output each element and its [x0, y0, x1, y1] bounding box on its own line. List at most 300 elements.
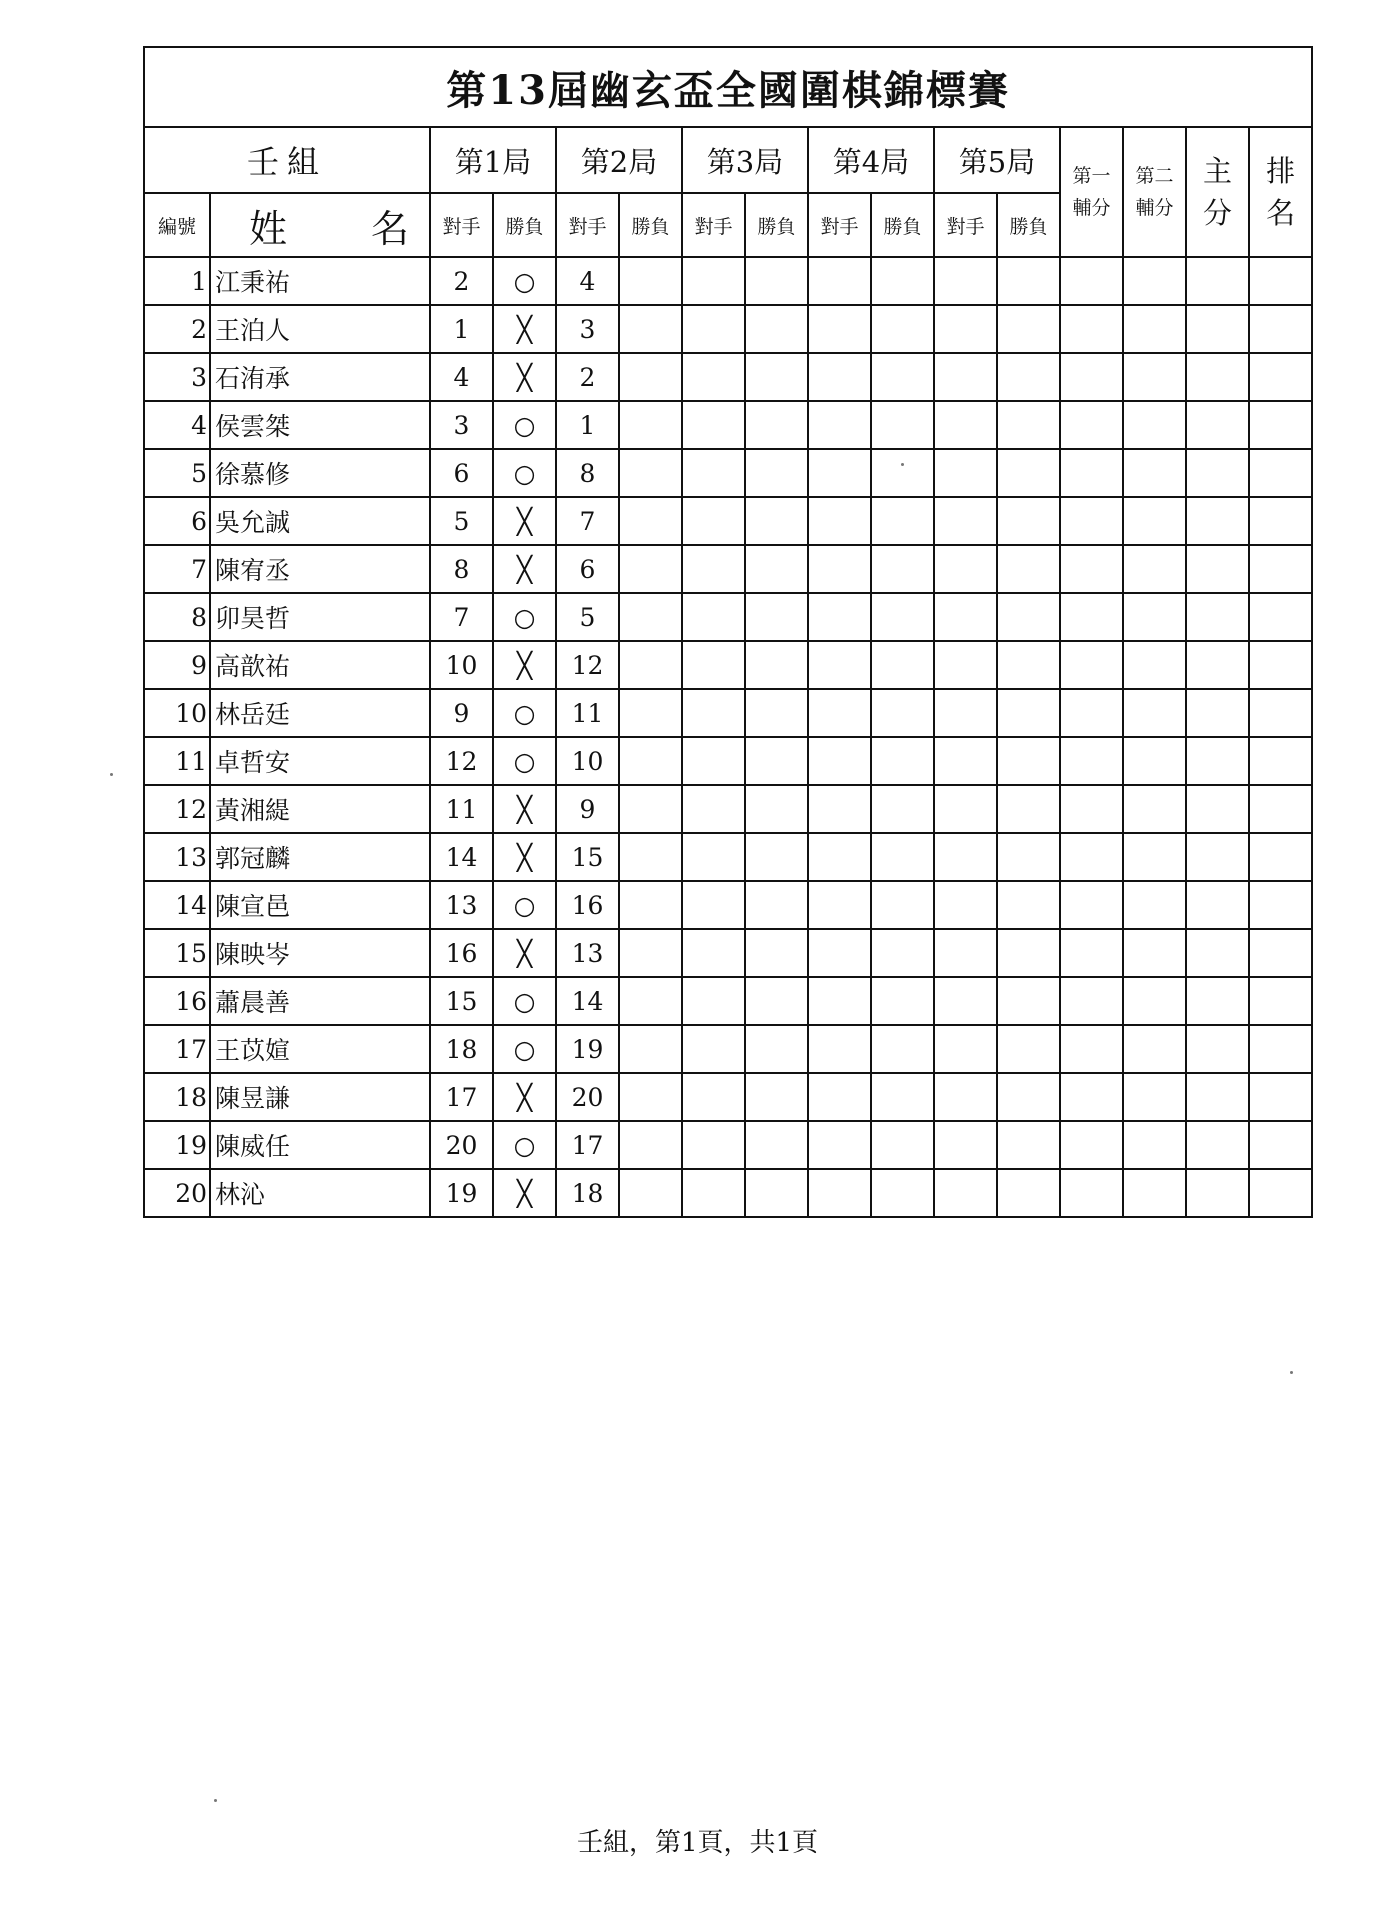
aux-score-2-line1: 第二: [1135, 165, 1174, 187]
round-1-result: ╳: [493, 497, 556, 545]
round-5-opponent: [934, 449, 997, 497]
round-4-opponent: [808, 593, 871, 641]
scan-speck: [110, 773, 113, 776]
table-row: [144, 1121, 1312, 1169]
aux-score-1-header: [1060, 127, 1123, 257]
round-4-opponent: [808, 449, 871, 497]
table-row: [144, 785, 1312, 833]
table-row: [144, 1073, 1312, 1121]
aux-score-1-cell: [1060, 1169, 1123, 1217]
round-1-opponent: 17: [430, 1073, 493, 1121]
aux-score-2-cell: [1123, 641, 1186, 689]
rank-cell: [1249, 977, 1312, 1025]
player-number: 10: [144, 689, 210, 737]
r3-opponent-header: 對手: [682, 193, 745, 257]
round-1-result: ╳: [493, 1073, 556, 1121]
round-5-result: [997, 737, 1060, 785]
round-5-result: [997, 353, 1060, 401]
round-3-result: [745, 1025, 808, 1073]
player-name: 王苡媗: [210, 1025, 430, 1073]
round-2-result: [619, 881, 682, 929]
round-5-result: [997, 929, 1060, 977]
round-4-result: [871, 1025, 934, 1073]
round-4-result: [871, 929, 934, 977]
round-1-result: ╳: [493, 305, 556, 353]
round-4-opponent: [808, 785, 871, 833]
round-1-opponent: 18: [430, 1025, 493, 1073]
aux-score-1-cell: [1060, 785, 1123, 833]
table-row: [144, 449, 1312, 497]
round-2-result: [619, 929, 682, 977]
round-4-result: [871, 1169, 934, 1217]
round-1-result: ○: [493, 1121, 556, 1169]
round-2-result: [619, 737, 682, 785]
main-score-cell: [1186, 785, 1249, 833]
round-3-opponent: [682, 1121, 745, 1169]
round-1-header: 第1局: [430, 127, 556, 193]
round-1-opponent: 14: [430, 833, 493, 881]
round-2-opponent: 7: [556, 497, 619, 545]
player-name: 卯昊哲: [210, 593, 430, 641]
page-title: 第13屆幽玄盃全國圍棋錦標賽: [144, 47, 1312, 127]
round-3-opponent: [682, 929, 745, 977]
aux-score-1-cell: [1060, 353, 1123, 401]
round-2-result: [619, 545, 682, 593]
rank-cell: [1249, 641, 1312, 689]
round-2-result: [619, 401, 682, 449]
main-score-cell: [1186, 1073, 1249, 1121]
aux-score-2-cell: [1123, 737, 1186, 785]
round-4-result: [871, 497, 934, 545]
aux-score-2-cell: [1123, 833, 1186, 881]
player-number: 5: [144, 449, 210, 497]
round-5-opponent: [934, 497, 997, 545]
round-3-result: [745, 545, 808, 593]
round-5-opponent: [934, 257, 997, 305]
round-3-result: [745, 737, 808, 785]
rank-cell: [1249, 449, 1312, 497]
round-4-result: [871, 305, 934, 353]
table-row: [144, 881, 1312, 929]
round-5-opponent: [934, 833, 997, 881]
round-5-opponent: [934, 545, 997, 593]
main-score-cell: [1186, 929, 1249, 977]
round-1-opponent: 19: [430, 1169, 493, 1217]
round-1-result: ○: [493, 401, 556, 449]
round-3-result: [745, 689, 808, 737]
player-name: 江秉祐: [210, 257, 430, 305]
rank-cell: [1249, 545, 1312, 593]
r1-opponent-header: 對手: [430, 193, 493, 257]
rank-cell: [1249, 881, 1312, 929]
player-number: 9: [144, 641, 210, 689]
aux-score-1-cell: [1060, 1025, 1123, 1073]
round-1-result: ╳: [493, 641, 556, 689]
r5-opponent-header: 對手: [934, 193, 997, 257]
round-1-result: ○: [493, 881, 556, 929]
round-1-result: ○: [493, 1025, 556, 1073]
r2-opponent-header: 對手: [556, 193, 619, 257]
round-3-result: [745, 1073, 808, 1121]
round-1-opponent: 1: [430, 305, 493, 353]
round-1-result: ○: [493, 257, 556, 305]
round-2-result: [619, 1169, 682, 1217]
round-5-opponent: [934, 401, 997, 449]
player-name: 郭冠麟: [210, 833, 430, 881]
round-2-opponent: 20: [556, 1073, 619, 1121]
player-name: 侯雲桀: [210, 401, 430, 449]
name-header-char-1: 姓: [249, 206, 288, 251]
aux-score-2-cell: [1123, 977, 1186, 1025]
player-number: 3: [144, 353, 210, 401]
name-header-char-2: 名: [370, 206, 409, 251]
round-2-opponent: 2: [556, 353, 619, 401]
round-4-opponent: [808, 929, 871, 977]
aux-score-1-cell: [1060, 401, 1123, 449]
player-number: 20: [144, 1169, 210, 1217]
round-4-result: [871, 1121, 934, 1169]
round-2-opponent: 3: [556, 305, 619, 353]
round-4-result: [871, 449, 934, 497]
name-header: [210, 193, 430, 257]
player-name: 卓哲安: [210, 737, 430, 785]
round-2-opponent: 11: [556, 689, 619, 737]
round-1-result: ○: [493, 689, 556, 737]
aux-score-2-cell: [1123, 545, 1186, 593]
main-score-cell: [1186, 545, 1249, 593]
round-4-opponent: [808, 977, 871, 1025]
aux-score-1-cell: [1060, 497, 1123, 545]
round-1-opponent: 8: [430, 545, 493, 593]
main-score-line2: 分: [1202, 196, 1232, 230]
round-4-opponent: [808, 881, 871, 929]
round-4-opponent: [808, 257, 871, 305]
round-5-opponent: [934, 1025, 997, 1073]
main-score-cell: [1186, 401, 1249, 449]
number-header: 編號: [144, 193, 210, 257]
scan-speck: [901, 463, 904, 466]
table-row: [144, 977, 1312, 1025]
round-2-opponent: 16: [556, 881, 619, 929]
round-1-result: ╳: [493, 833, 556, 881]
aux-score-1-cell: [1060, 929, 1123, 977]
round-5-result: [997, 257, 1060, 305]
aux-score-1-cell: [1060, 545, 1123, 593]
rank-cell: [1249, 1073, 1312, 1121]
round-1-opponent: 15: [430, 977, 493, 1025]
player-number: 1: [144, 257, 210, 305]
round-3-opponent: [682, 449, 745, 497]
round-5-result: [997, 449, 1060, 497]
player-number: 19: [144, 1121, 210, 1169]
round-2-result: [619, 641, 682, 689]
round-5-opponent: [934, 1121, 997, 1169]
round-5-opponent: [934, 881, 997, 929]
player-number: 12: [144, 785, 210, 833]
round-3-opponent: [682, 1169, 745, 1217]
aux-score-2-cell: [1123, 593, 1186, 641]
round-5-result: [997, 305, 1060, 353]
round-4-opponent: [808, 545, 871, 593]
rank-cell: [1249, 257, 1312, 305]
round-1-result: ╳: [493, 929, 556, 977]
round-3-opponent: [682, 545, 745, 593]
round-4-result: [871, 977, 934, 1025]
r2-result-header: 勝負: [619, 193, 682, 257]
round-4-opponent: [808, 1121, 871, 1169]
main-score-cell: [1186, 737, 1249, 785]
round-3-result: [745, 353, 808, 401]
round-2-opponent: 1: [556, 401, 619, 449]
r5-result-header: 勝負: [997, 193, 1060, 257]
round-2-result: [619, 833, 682, 881]
round-2-opponent: 15: [556, 833, 619, 881]
round-2-opponent: 9: [556, 785, 619, 833]
rank-header: [1249, 127, 1312, 257]
player-number: 14: [144, 881, 210, 929]
round-4-opponent: [808, 641, 871, 689]
round-3-result: [745, 881, 808, 929]
round-5-opponent: [934, 353, 997, 401]
table-row: [144, 641, 1312, 689]
round-2-opponent: 17: [556, 1121, 619, 1169]
round-4-result: [871, 785, 934, 833]
rank-cell: [1249, 833, 1312, 881]
round-5-opponent: [934, 641, 997, 689]
round-3-opponent: [682, 593, 745, 641]
round-1-result: ○: [493, 449, 556, 497]
round-3-result: [745, 641, 808, 689]
player-name: 吳允誠: [210, 497, 430, 545]
round-5-result: [997, 833, 1060, 881]
player-name: 蕭晨善: [210, 977, 430, 1025]
aux-score-2-header: [1123, 127, 1186, 257]
main-score-cell: [1186, 1121, 1249, 1169]
round-5-result: [997, 401, 1060, 449]
rank-cell: [1249, 737, 1312, 785]
aux-score-1-cell: [1060, 833, 1123, 881]
round-3-result: [745, 401, 808, 449]
round-2-result: [619, 977, 682, 1025]
player-name: 石洧承: [210, 353, 430, 401]
aux-score-1-cell: [1060, 593, 1123, 641]
round-5-result: [997, 1025, 1060, 1073]
round-4-opponent: [808, 1169, 871, 1217]
round-4-opponent: [808, 689, 871, 737]
round-3-opponent: [682, 1025, 745, 1073]
main-score-cell: [1186, 641, 1249, 689]
round-1-result: ╳: [493, 353, 556, 401]
main-score-cell: [1186, 257, 1249, 305]
round-1-opponent: 6: [430, 449, 493, 497]
player-number: 11: [144, 737, 210, 785]
round-5-result: [997, 497, 1060, 545]
main-score-cell: [1186, 449, 1249, 497]
round-2-result: [619, 785, 682, 833]
round-5-opponent: [934, 737, 997, 785]
round-1-opponent: 20: [430, 1121, 493, 1169]
round-1-result: ╳: [493, 1169, 556, 1217]
aux-score-1-cell: [1060, 1121, 1123, 1169]
table-row: [144, 929, 1312, 977]
rank-cell: [1249, 401, 1312, 449]
round-3-result: [745, 305, 808, 353]
player-number: 15: [144, 929, 210, 977]
aux-score-1-line1: 第一: [1072, 165, 1111, 187]
player-name: 徐慕修: [210, 449, 430, 497]
round-5-opponent: [934, 689, 997, 737]
round-5-result: [997, 785, 1060, 833]
round-4-opponent: [808, 1025, 871, 1073]
round-3-opponent: [682, 833, 745, 881]
round-4-opponent: [808, 497, 871, 545]
round-1-result: ○: [493, 737, 556, 785]
main-score-cell: [1186, 497, 1249, 545]
round-2-result: [619, 1121, 682, 1169]
player-rows: [144, 257, 1312, 1217]
rank-line1: 排: [1266, 154, 1296, 188]
round-2-opponent: 10: [556, 737, 619, 785]
round-5-opponent: [934, 929, 997, 977]
round-3-result: [745, 929, 808, 977]
round-1-opponent: 11: [430, 785, 493, 833]
round-2-result: [619, 305, 682, 353]
rank-cell: [1249, 1025, 1312, 1073]
rank-cell: [1249, 305, 1312, 353]
rank-cell: [1249, 497, 1312, 545]
round-5-opponent: [934, 593, 997, 641]
round-5-opponent: [934, 305, 997, 353]
round-5-result: [997, 881, 1060, 929]
round-2-opponent: 13: [556, 929, 619, 977]
aux-score-2-cell: [1123, 1169, 1186, 1217]
round-2-opponent: 18: [556, 1169, 619, 1217]
aux-score-1-cell: [1060, 449, 1123, 497]
round-5-result: [997, 1169, 1060, 1217]
rank-cell: [1249, 593, 1312, 641]
round-1-opponent: 4: [430, 353, 493, 401]
round-4-result: [871, 689, 934, 737]
aux-score-1-cell: [1060, 689, 1123, 737]
round-5-result: [997, 545, 1060, 593]
main-score-cell: [1186, 1025, 1249, 1073]
round-5-result: [997, 641, 1060, 689]
round-3-opponent: [682, 977, 745, 1025]
aux-score-1-cell: [1060, 257, 1123, 305]
round-2-result: [619, 593, 682, 641]
player-number: 7: [144, 545, 210, 593]
rank-cell: [1249, 353, 1312, 401]
round-3-result: [745, 977, 808, 1025]
main-score-cell: [1186, 689, 1249, 737]
rank-cell: [1249, 1169, 1312, 1217]
player-name: 林沁: [210, 1169, 430, 1217]
round-4-header: 第4局: [808, 127, 934, 193]
round-5-result: [997, 593, 1060, 641]
aux-score-2-cell: [1123, 1121, 1186, 1169]
player-number: 8: [144, 593, 210, 641]
standings-table: [143, 46, 1313, 1218]
aux-score-1-cell: [1060, 305, 1123, 353]
table-row: [144, 1025, 1312, 1073]
round-1-result: ○: [493, 593, 556, 641]
round-5-result: [997, 689, 1060, 737]
aux-score-1-cell: [1060, 1073, 1123, 1121]
round-4-result: [871, 545, 934, 593]
table-row: [144, 353, 1312, 401]
aux-score-2-cell: [1123, 929, 1186, 977]
round-1-opponent: 13: [430, 881, 493, 929]
aux-score-2-cell: [1123, 881, 1186, 929]
round-1-opponent: 3: [430, 401, 493, 449]
aux-score-2-cell: [1123, 305, 1186, 353]
round-3-result: [745, 449, 808, 497]
round-1-opponent: 2: [430, 257, 493, 305]
round-2-opponent: 19: [556, 1025, 619, 1073]
round-3-opponent: [682, 497, 745, 545]
round-5-result: [997, 1073, 1060, 1121]
aux-score-2-cell: [1123, 401, 1186, 449]
player-number: 2: [144, 305, 210, 353]
player-number: 18: [144, 1073, 210, 1121]
player-number: 17: [144, 1025, 210, 1073]
aux-score-2-cell: [1123, 449, 1186, 497]
aux-score-2-cell: [1123, 689, 1186, 737]
round-3-opponent: [682, 257, 745, 305]
table-row: [144, 545, 1312, 593]
round-3-header: 第3局: [682, 127, 808, 193]
main-score-line1: 主: [1202, 154, 1232, 188]
table-row: [144, 689, 1312, 737]
aux-score-1-cell: [1060, 977, 1123, 1025]
aux-score-2-cell: [1123, 497, 1186, 545]
round-1-opponent: 7: [430, 593, 493, 641]
table-row: [144, 833, 1312, 881]
round-4-opponent: [808, 1073, 871, 1121]
round-2-opponent: 8: [556, 449, 619, 497]
rank-cell: [1249, 689, 1312, 737]
round-2-result: [619, 1073, 682, 1121]
aux-score-2-cell: [1123, 1025, 1186, 1073]
aux-score-2-cell: [1123, 353, 1186, 401]
aux-score-2-cell: [1123, 257, 1186, 305]
round-1-opponent: 10: [430, 641, 493, 689]
main-score-cell: [1186, 881, 1249, 929]
r3-result-header: 勝負: [745, 193, 808, 257]
player-number: 16: [144, 977, 210, 1025]
aux-score-2-cell: [1123, 1073, 1186, 1121]
group-label: 壬組: [144, 127, 430, 193]
player-name: 林岳廷: [210, 689, 430, 737]
round-5-header: 第5局: [934, 127, 1060, 193]
player-name: 王泊人: [210, 305, 430, 353]
aux-score-2-cell: [1123, 785, 1186, 833]
aux-score-2-line2: 輔分: [1135, 197, 1174, 219]
rank-line2: 名: [1266, 196, 1296, 230]
round-2-header: 第2局: [556, 127, 682, 193]
round-2-result: [619, 497, 682, 545]
round-4-opponent: [808, 737, 871, 785]
round-2-opponent: 5: [556, 593, 619, 641]
table-row: [144, 593, 1312, 641]
player-name: 陳宣邑: [210, 881, 430, 929]
round-1-result: ╳: [493, 545, 556, 593]
aux-score-1-cell: [1060, 641, 1123, 689]
round-5-opponent: [934, 1169, 997, 1217]
round-4-result: [871, 353, 934, 401]
round-4-opponent: [808, 305, 871, 353]
round-5-result: [997, 1121, 1060, 1169]
